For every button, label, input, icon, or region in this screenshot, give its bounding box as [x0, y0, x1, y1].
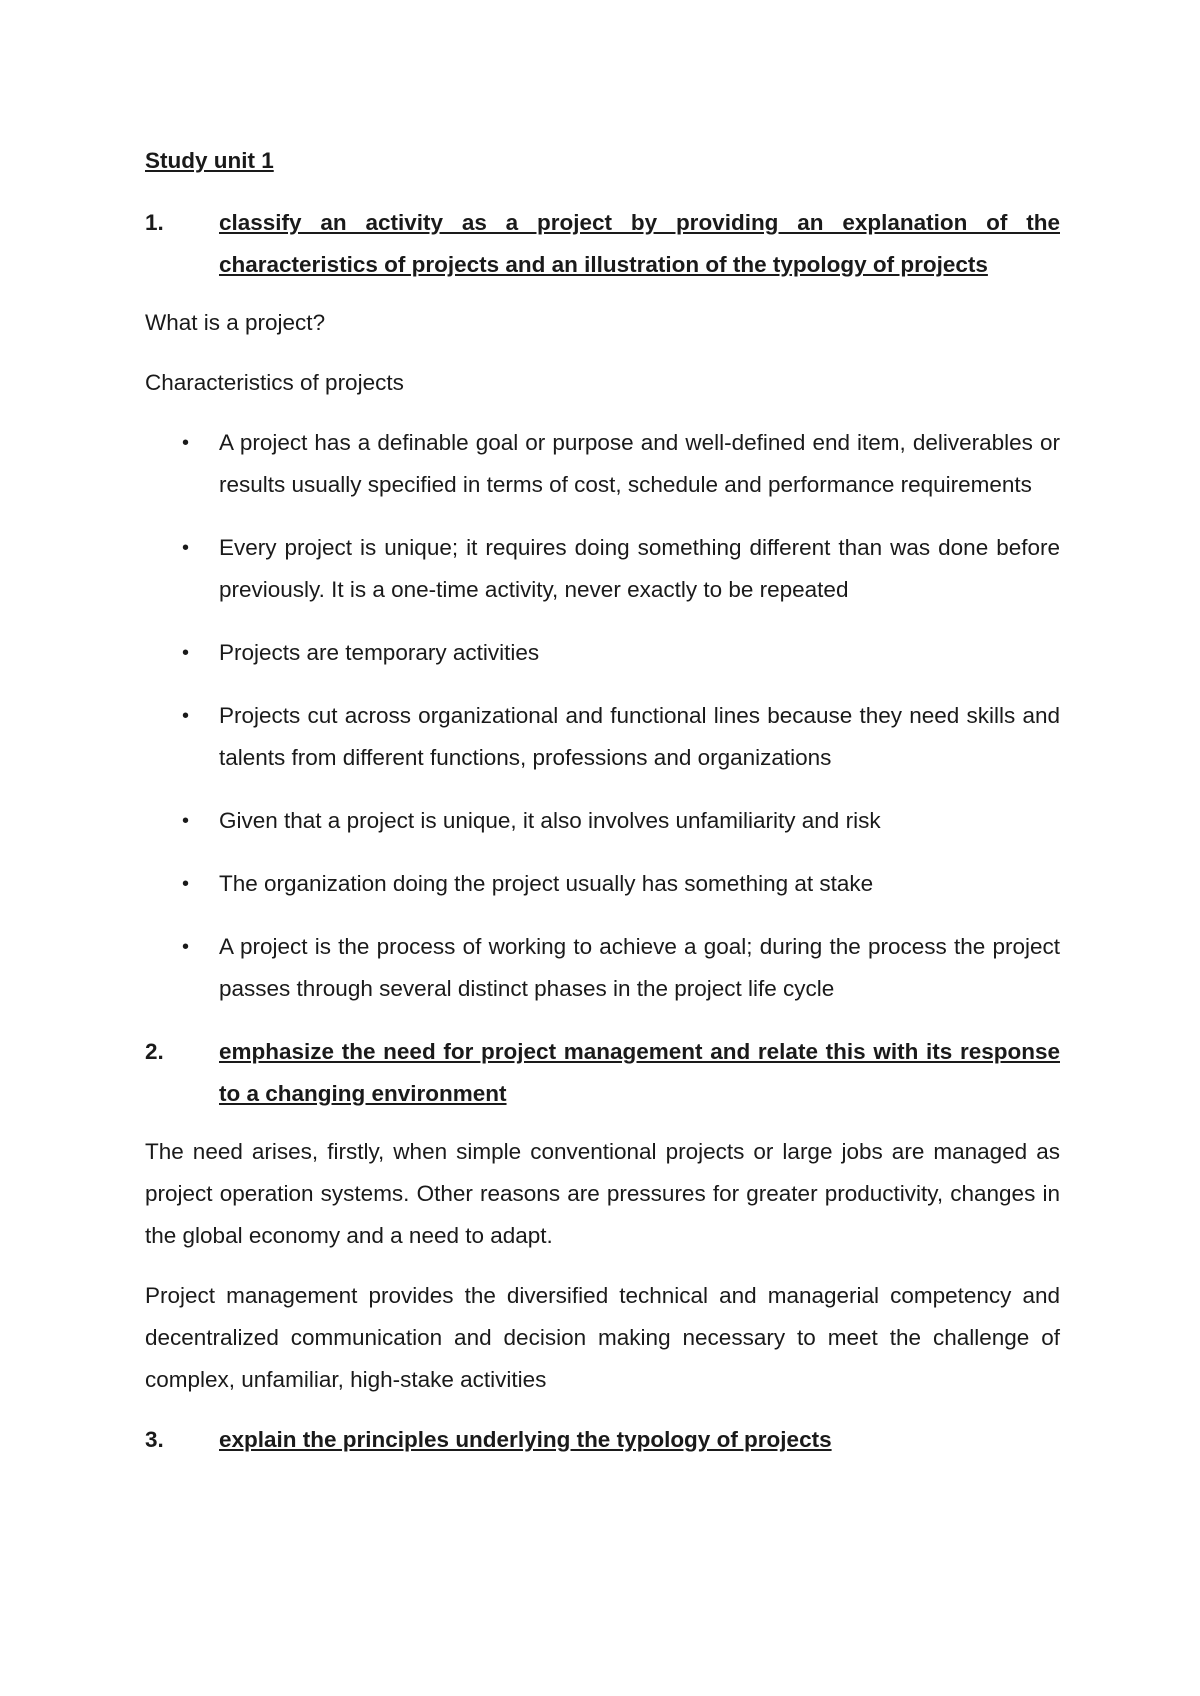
list-item — [145, 695, 1060, 779]
section-1-heading — [145, 202, 1060, 286]
list-item-text: Every project is unique; it requires doing something different than was done before previously. It is a one-time activity, never exactly to be repeated — [219, 535, 1060, 602]
characteristics-subheading: Characteristics of projects — [145, 370, 404, 395]
list-item — [145, 632, 1060, 674]
section-3-number: 3. — [145, 1427, 164, 1452]
list-item-text: Projects cut across organizational and functional lines because they need skills and talents from different functions, professions and organizations — [219, 703, 1060, 770]
unit-title: Study unit 1 — [145, 148, 274, 173]
section-1-number: 1. — [145, 210, 164, 235]
section-2-number: 2. — [145, 1039, 164, 1064]
section-3-heading — [145, 1419, 1060, 1461]
list-item-text: The organization doing the project usually has something at stake — [219, 871, 874, 896]
bullet-icon: • — [182, 936, 190, 958]
list-item-text: A project is the process of working to achieve a goal; during the process the project passes through several distinct phases in the project life cycle — [219, 934, 1060, 1001]
bullet-icon: • — [182, 432, 190, 454]
bullet-icon: • — [182, 705, 190, 727]
characteristics-list — [145, 422, 1060, 1010]
section-3-heading-text: explain the principles underlying the typology of projects — [219, 1427, 832, 1452]
bullet-icon: • — [182, 537, 190, 559]
list-item-text: A project has a definable goal or purpose and well-defined end item, deliverables or results usually specified in terms of cost, schedule and performance requirements — [219, 430, 1060, 497]
section-2-heading-text: emphasize the need for project management and relate this with its response to a changing environment — [219, 1039, 1060, 1106]
list-item-text: Projects are temporary activities — [219, 640, 540, 665]
section-2-paragraph: Project management provides the diversified technical and managerial competency and decentralized communication and decision making necessary to meet the challenge of complex, unfamiliar, high-stake activities — [145, 1283, 1060, 1392]
section-2-heading — [145, 1031, 1060, 1115]
bullet-icon: • — [182, 810, 190, 832]
list-item — [145, 422, 1060, 506]
section-1-heading-text: classify an activity as a project by providing an explanation of the characteristics of projects and an illustration of the typology of projects — [219, 210, 1060, 277]
list-item — [145, 527, 1060, 611]
question-text: What is a project? — [145, 310, 326, 335]
list-item — [145, 800, 1060, 842]
bullet-icon: • — [182, 642, 190, 664]
list-item — [145, 926, 1060, 1010]
bullet-icon: • — [182, 873, 190, 895]
list-item-text: Given that a project is unique, it also involves unfamiliarity and risk — [219, 808, 881, 833]
section-2-paragraph: The need arises, firstly, when simple conventional projects or large jobs are managed as project operation systems. Other reasons are pressures for greater productivity, changes in the global economy and a need to adapt. — [145, 1139, 1060, 1248]
list-item — [145, 863, 1060, 905]
